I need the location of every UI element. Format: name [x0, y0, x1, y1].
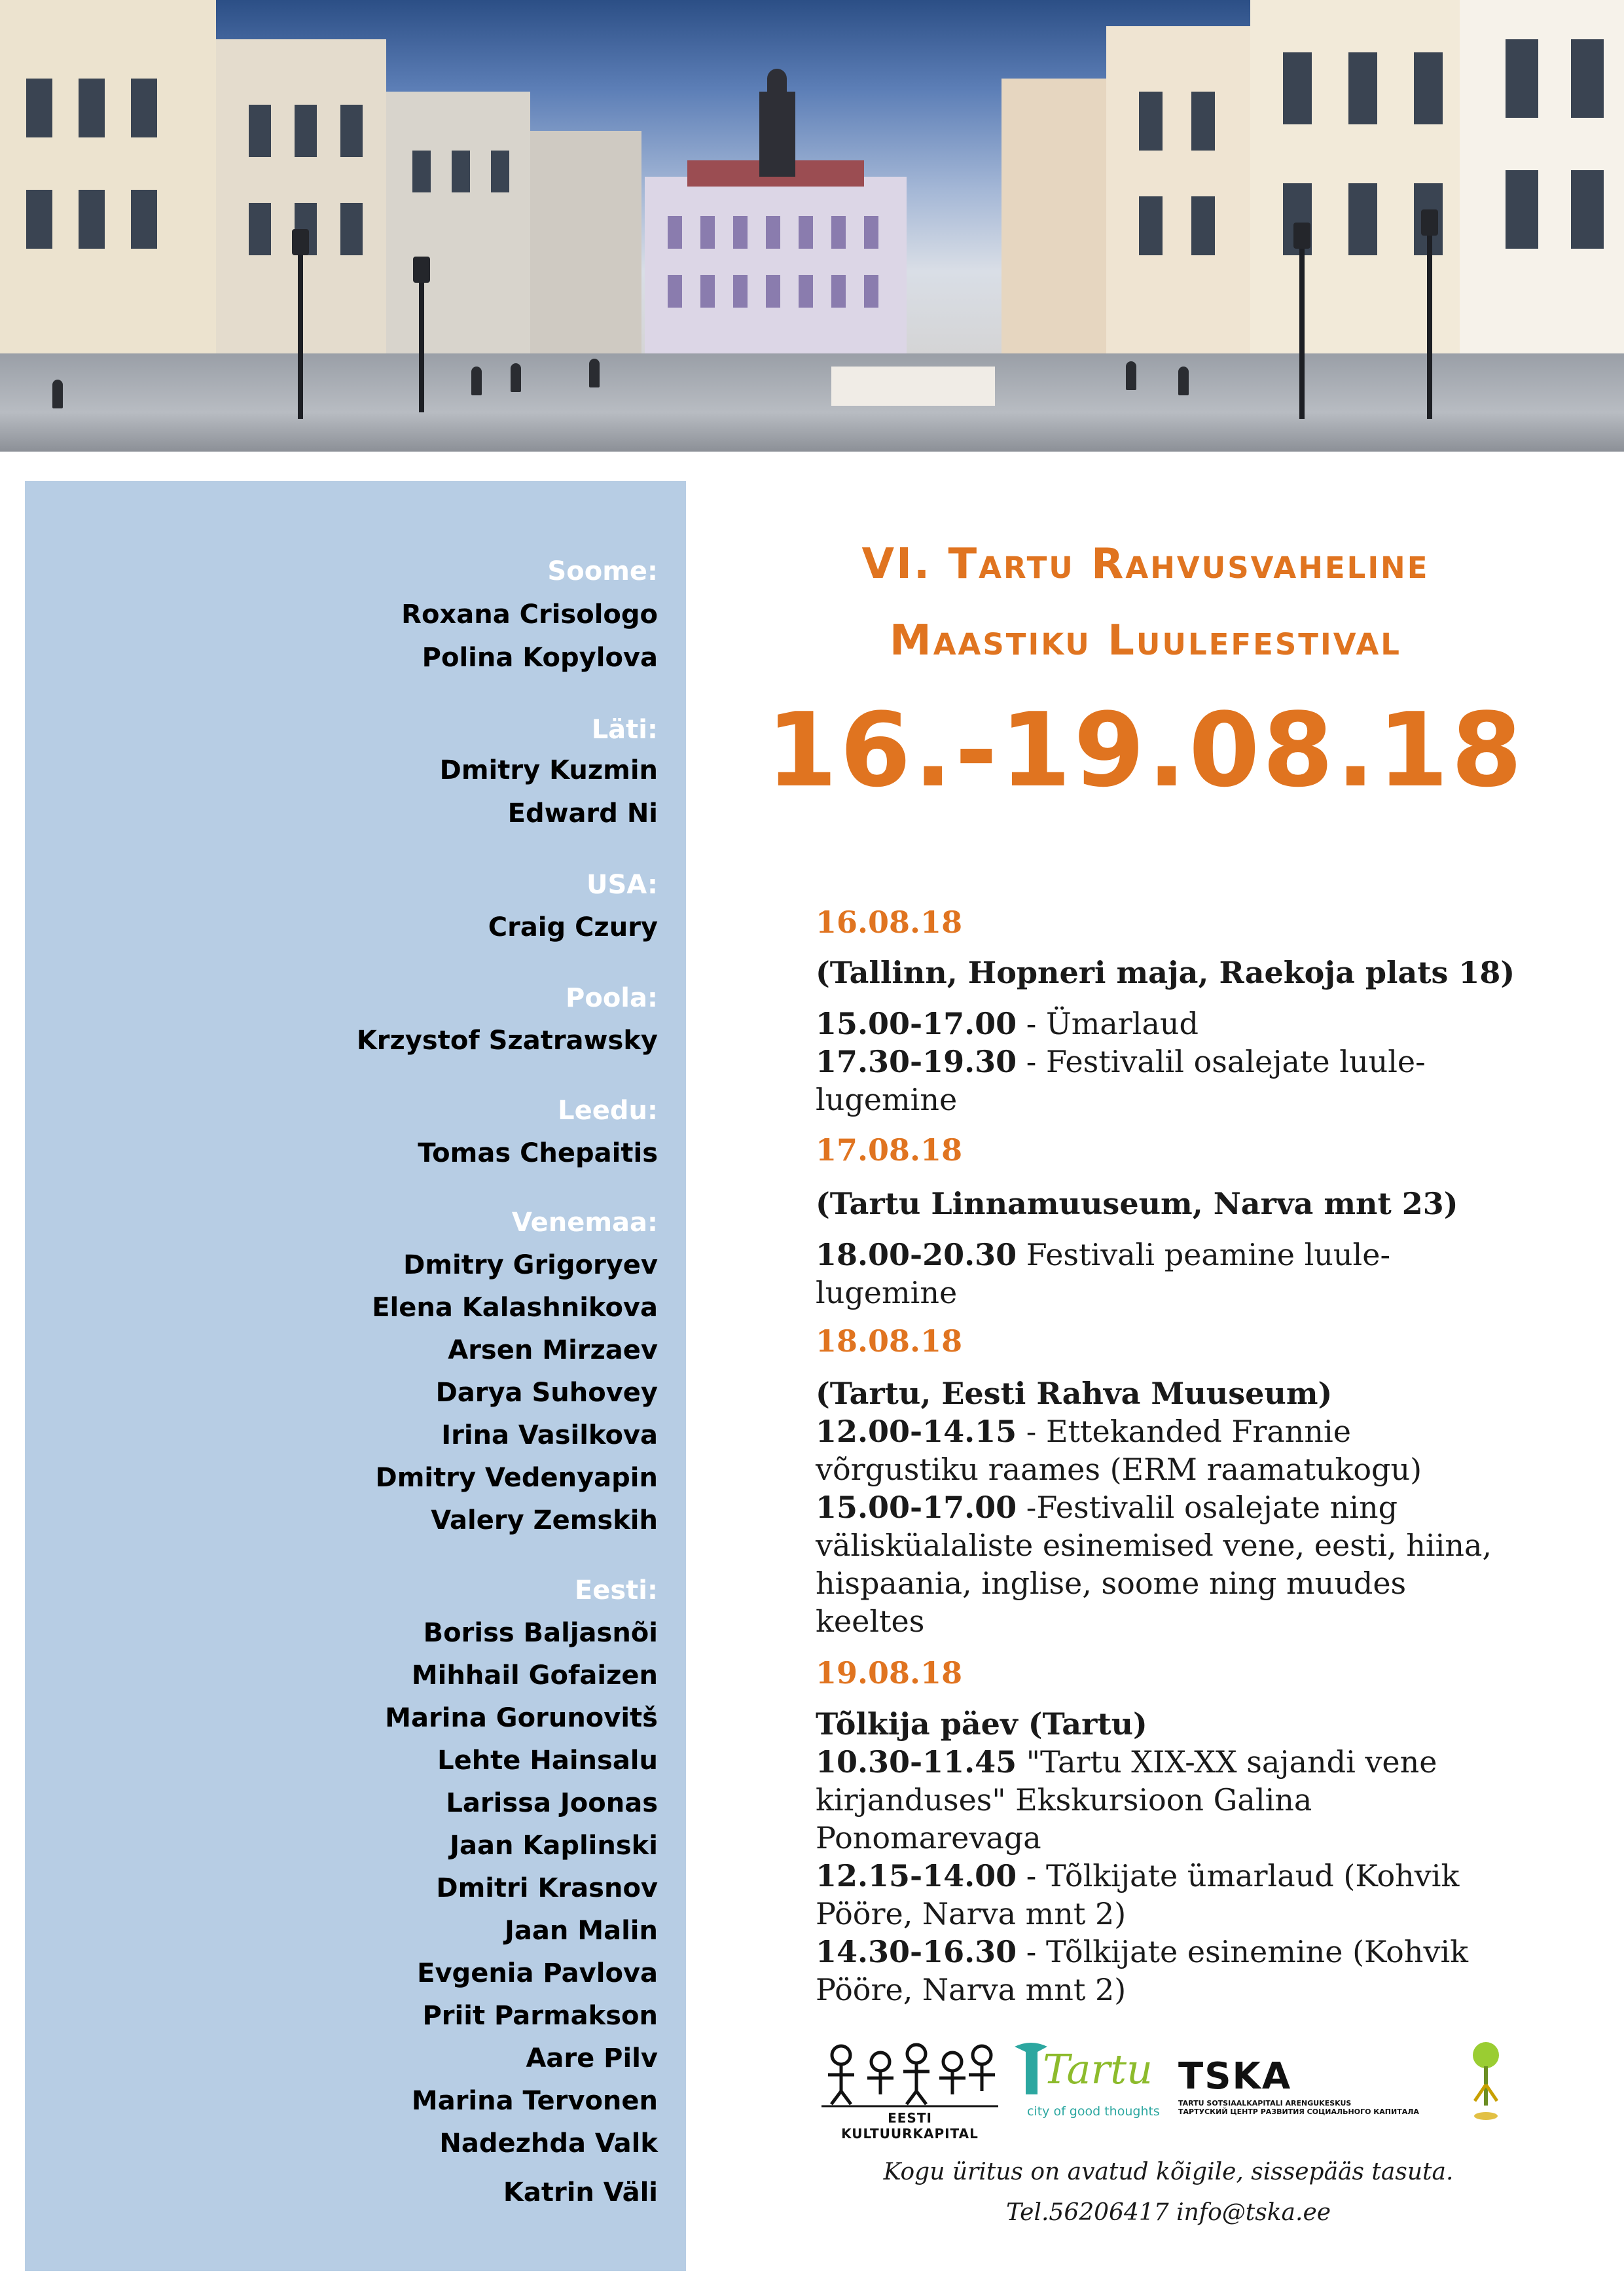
event-description: - Ümarlaud	[1017, 1006, 1199, 1041]
event-description: "Tartu XIX-XX sajandi vene	[1017, 1744, 1437, 1780]
event-description: Pööre, Narva mnt 2)	[816, 1972, 1127, 2007]
poet-name: Irina Vasilkova	[441, 1420, 658, 1450]
kulka-figures-icon	[821, 2036, 998, 2108]
event-time: 10.30-11.45	[816, 1744, 1017, 1780]
event-description: - Tõlkijate esinemine (Kohvik	[1017, 1934, 1469, 1969]
event-time: 14.30-16.30	[816, 1934, 1017, 1969]
poet-name: Katrin Väli	[503, 2178, 658, 2208]
poet-name: Mihhail Gofaizen	[411, 1660, 658, 1691]
poet-name: Arsen Mirzaev	[448, 1335, 658, 1365]
event-description: - Festivalil osalejate luule-	[1017, 1044, 1426, 1079]
schedule-event	[816, 1488, 1398, 1526]
festival-title-line1: VI. Tartu Rahvusvaheline	[861, 540, 1430, 588]
country-heading: Leedu:	[558, 1096, 658, 1126]
tartu-logo	[1011, 2039, 1160, 2137]
poet-name: Darya Suhovey	[435, 1378, 658, 1408]
event-time: 18.00-20.30	[816, 1237, 1017, 1272]
tree-figure-icon	[1463, 2039, 1509, 2124]
event-description: Festivali peamine luule-	[1017, 1237, 1391, 1272]
country-heading: Läti:	[591, 715, 658, 745]
poet-name: Jaan Malin	[505, 1916, 658, 1946]
country-heading: USA:	[586, 870, 658, 900]
tska-subtitle-ru: ТАРТУСКИЙ ЦЕНТР РАЗВИТИЯ СОЦИАЛЬНОГО КАПИТАЛА	[1178, 2108, 1419, 2116]
poet-name: Krzystof Szatrawsky	[356, 1026, 658, 1056]
poet-name: Dmitry Vedenyapin	[375, 1463, 658, 1493]
poet-name: Lehte Hainsalu	[437, 1746, 658, 1776]
country-heading: Eesti:	[574, 1575, 658, 1605]
country-heading: Soome:	[547, 556, 658, 586]
event-description: hispaania, inglise, soome ning muudes	[816, 1566, 1407, 1601]
kulka-logo	[821, 2036, 998, 2142]
event-description: keeltes	[816, 1604, 925, 1639]
tartu-logo-text: Tartu	[1043, 2045, 1153, 2093]
festival-title-line2: Maastiku Luulefestival	[890, 617, 1401, 665]
poet-name: Tomas Chepaitis	[418, 1138, 658, 1168]
kulka-logo-text: EESTI KULTUURKAPITAL	[841, 2110, 979, 2142]
poet-name: Marina Tervonen	[411, 2086, 658, 2116]
schedule-event	[816, 1043, 1426, 1081]
event-time: 15.00-17.00	[816, 1490, 1017, 1525]
poet-name: Marina Gorunovitš	[385, 1703, 658, 1733]
poet-name: Jaan Kaplinski	[450, 1831, 658, 1861]
tska-logo	[1178, 2055, 1460, 2127]
event-time: 12.00-14.15	[816, 1414, 1017, 1449]
header-photo	[0, 0, 1624, 452]
poet-name: Larissa Joonas	[446, 1788, 658, 1818]
schedule-event	[816, 1857, 1459, 1895]
schedule-venue: (Tartu Linnamuuseum, Narva mnt 23)	[816, 1186, 1458, 1221]
event-description: Ponomarevaga	[816, 1820, 1041, 1856]
event-time: 15.00-17.00	[816, 1006, 1017, 1041]
tska-subtitle-et: TARTU SOTSIAALKAPITALI ARENGUKESKUS	[1178, 2099, 1352, 2108]
schedule-date: 18.08.18	[816, 1323, 963, 1359]
schedule-event	[816, 1412, 1351, 1450]
event-description: välisküalaliste esinemised vene, eesti, hiina,	[816, 1528, 1492, 1563]
schedule-venue: Tõlkija päev (Tartu)	[816, 1706, 1147, 1742]
poet-name: Craig Czury	[488, 912, 658, 942]
event-description: kirjanduses" Ekskursioon Galina	[816, 1782, 1312, 1818]
schedule-venue: (Tartu, Eesti Rahva Muuseum)	[816, 1376, 1333, 1411]
tree-figure-logo	[1463, 2039, 1509, 2124]
festival-dates: 16.-19.08.18	[766, 691, 1525, 810]
event-description: - Tõlkijate ümarlaud (Kohvik	[1017, 1858, 1460, 1893]
schedule-venue: (Tallinn, Hopneri maja, Raekoja plats 18)	[816, 955, 1515, 990]
poet-name: Elena Kalashnikova	[372, 1293, 658, 1323]
country-heading: Poola:	[566, 983, 658, 1013]
poet-name: Dmitry Grigoryev	[403, 1250, 658, 1280]
footer-note: Kogu üritus on avatud kõigile, sissepääs tasuta.	[883, 2159, 1454, 2185]
event-description: -Festivalil osalejate ning	[1017, 1490, 1398, 1525]
event-description: võrgustiku raames (ERM raamatukogu)	[816, 1452, 1422, 1487]
poet-name: Priit Parmakson	[422, 2001, 658, 2031]
schedule-date: 17.08.18	[816, 1132, 963, 1168]
poet-name: Roxana Crisologo	[401, 600, 658, 630]
schedule-event	[816, 1933, 1468, 1971]
schedule-date: 19.08.18	[816, 1655, 963, 1691]
event-description: - Ettekanded Frannie	[1017, 1414, 1351, 1449]
poet-name: Evgenia Pavlova	[417, 1958, 658, 1988]
event-description: Pööre, Narva mnt 2)	[816, 1896, 1127, 1931]
poet-name: Dmitry Kuzmin	[439, 755, 658, 785]
footer-contact: Tel.56206417 info@tska.ee	[1005, 2199, 1331, 2226]
event-description: lugemine	[816, 1082, 958, 1117]
poet-name: Aare Pilv	[526, 2043, 658, 2073]
poet-name: Valery Zemskih	[431, 1505, 658, 1535]
poet-name: Edward Ni	[507, 798, 658, 829]
schedule-date: 16.08.18	[816, 905, 963, 940]
poet-name: Nadezhda Valk	[439, 2128, 658, 2159]
schedule-event	[816, 1005, 1199, 1043]
event-description: lugemine	[816, 1275, 958, 1310]
tska-logo-text: TSKA	[1178, 2055, 1292, 2098]
schedule-event	[816, 1743, 1437, 1781]
event-time: 12.15-14.00	[816, 1858, 1017, 1893]
schedule-event	[816, 1236, 1390, 1274]
tartu-logo-slogan: city of good thoughts	[1027, 2104, 1160, 2119]
country-heading: Venemaa:	[511, 1208, 658, 1238]
event-time: 17.30-19.30	[816, 1044, 1017, 1079]
poet-name: Dmitri Krasnov	[436, 1873, 658, 1903]
poet-name: Polina Kopylova	[422, 643, 658, 673]
poet-name: Boriss Baljasnõi	[423, 1618, 658, 1648]
